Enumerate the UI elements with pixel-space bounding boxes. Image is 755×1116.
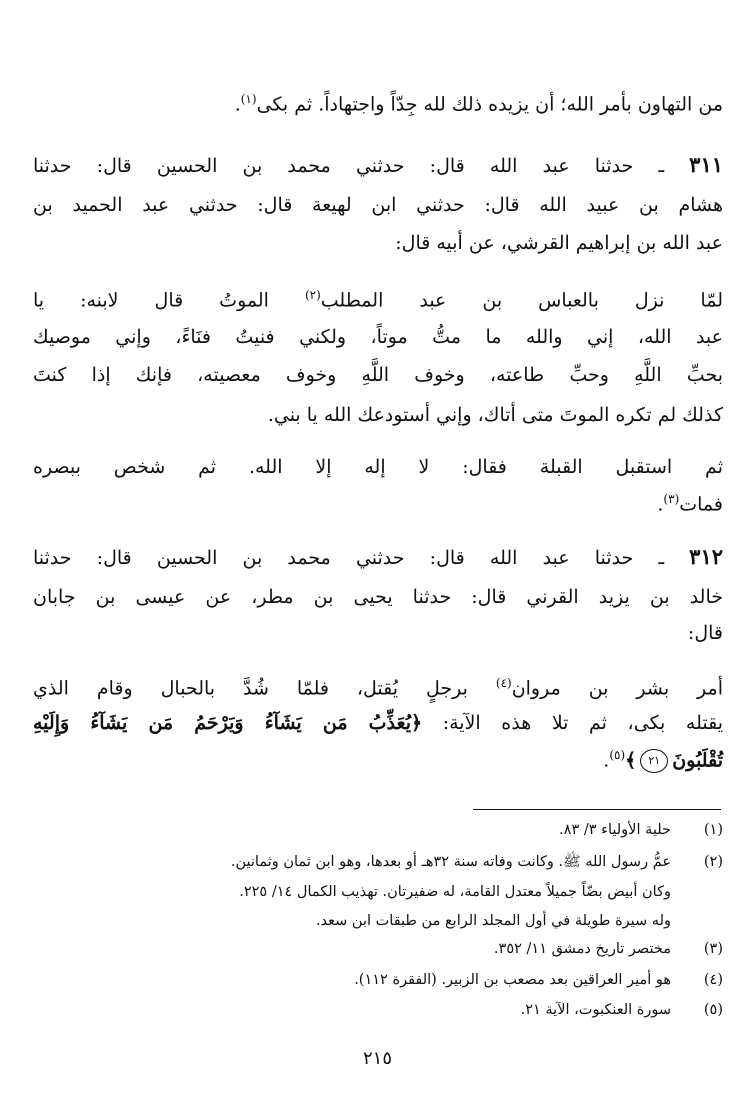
footnote-2-line-2: وكان أبيض بضّاً جميلاً معتدل القامة، له ضفيرتان. تهذيب الكمال ١٤/ ٢٢٥. — [239, 884, 671, 900]
footnote-2 — [33, 853, 723, 874]
text-segment: أمر بشر بن مروان — [511, 677, 723, 700]
text-segment: الموتُ قال لابنه: يا — [33, 289, 269, 312]
punctuation: . — [657, 493, 664, 516]
footnote-ref-4: (٤) — [495, 676, 512, 690]
hadith-312-line-1 — [33, 544, 723, 569]
paragraph-4-line-2 — [33, 712, 723, 734]
hadith-number-312: ٣١٢ — [689, 544, 724, 569]
hadith-312-line-3: قال: — [687, 622, 723, 644]
text-segment: يقتله بكى، ثم تلا هذه الآية: — [442, 712, 723, 734]
paragraph-2-line-2: عبد الله، إني والله ما متُّ موتاً، ولكني فنيتُ فنَاءً، وإني موصيك — [33, 326, 723, 348]
paragraph-2-line-4: كذلك لم تكره الموتَ متى أتاك، وإني أستودعك الله يا بني. — [267, 404, 723, 426]
text-segment: ـ حدثنا عبد الله قال: حدثني محمد بن الحسين قال: حدثنا — [33, 547, 665, 569]
text-segment: من التهاون بأمر الله؛ أن يزيده ذلك لله جِدّاً واجتهاداً. ثم بكى — [256, 93, 723, 116]
footnote-5 — [33, 1002, 723, 1018]
footnote-number: (١) — [703, 822, 723, 838]
page-number: ٢١٥ — [362, 1048, 392, 1069]
quran-close-bracket: ﴾ — [625, 749, 637, 772]
paragraph-2-line-1 — [33, 288, 723, 311]
paragraph-4-line-3 — [33, 748, 723, 773]
footnote-text: عمُّ رسول الله ﷺ. وكانت وفاته سنة ٣٢هـ أو بعدها، وهو ابن ثمان وثمانين. — [230, 854, 671, 870]
text-segment: ـ حدثنا عبد الله قال: حدثني محمد بن الحسين قال: حدثنا — [33, 155, 665, 177]
footnote-3 — [33, 941, 723, 957]
text-segment: برجلٍ يُقتل، فلمّا شُدَّ بالحبال وقام الذي — [33, 677, 468, 700]
footnote-4 — [33, 972, 723, 988]
footnote-text: سورة العنكبوت، الآية ٢١. — [520, 1002, 671, 1018]
footnote-text: مختصر تاريخ دمشق ١١/ ٣٥٢. — [493, 941, 671, 957]
footnote-number: (٥) — [703, 1002, 723, 1018]
footnote-ref-3: (٣) — [663, 492, 680, 506]
text-segment: فمات — [679, 493, 723, 516]
quran-verse: تُقْلَبُونَ — [672, 749, 723, 772]
punctuation: . — [603, 749, 610, 772]
footnote-text: حلية الأولياء ٣/ ٨٣. — [559, 822, 671, 838]
paragraph-3-line-2 — [33, 492, 723, 515]
hadith-311-line-2: هشام بن عبيد الله قال: حدثني ابن لهيعة قال: حدثني عبد الحميد بن — [33, 194, 723, 216]
ayah-number-marker: ٢١ — [640, 749, 668, 773]
footnote-number: (٣) — [703, 941, 723, 957]
footnote-ref-5: (٥) — [609, 748, 626, 762]
footnote-2-line-3: وله سيرة طويلة في أول المجلد الرابع من طبقات ابن سعد. — [315, 913, 671, 929]
footnote-ref-2: (٢) — [304, 288, 321, 302]
hadith-number-311: ٣١١ — [689, 152, 724, 177]
text-line-1 — [33, 92, 723, 115]
footnote-number: (٤) — [703, 972, 723, 988]
text-segment: لمّا نزل بالعباس بن عبد المطلب — [320, 289, 723, 312]
footnote-text: هو أمير العراقين بعد مصعب بن الزبير. (الفقرة ١١٢). — [354, 972, 671, 988]
footnote-separator — [473, 809, 721, 810]
footnote-number: (٢) — [703, 854, 723, 870]
paragraph-3-line-1: ثم استقبل القبلة فقال: لا إله إلا الله. ثم شخص ببصره — [33, 456, 723, 478]
paragraph-2-line-3: بحبِّ اللَّهِ وحبِّ طاعته، وخوف اللَّهِ وخوف معصيته، فإنك إذا كنتَ — [33, 364, 723, 386]
quran-verse: ﴿يُعَذِّبُ مَن يَشَآءُ وَيَرْحَمُ مَن يَشَآءُ وَإِلَيْهِ — [33, 712, 423, 734]
paragraph-4-line-1 — [33, 676, 723, 699]
hadith-311-line-1 — [33, 152, 723, 177]
footnote-1 — [33, 822, 723, 838]
hadith-312-line-2: خالد بن يزيد القرني قال: حدثنا يحيى بن مطر، عن عيسى بن جابان — [33, 586, 723, 608]
punctuation: . — [234, 93, 241, 116]
footnote-ref-1: (١) — [240, 92, 257, 106]
hadith-311-line-3: عبد الله بن إبراهيم القرشي، عن أبيه قال: — [395, 232, 723, 254]
